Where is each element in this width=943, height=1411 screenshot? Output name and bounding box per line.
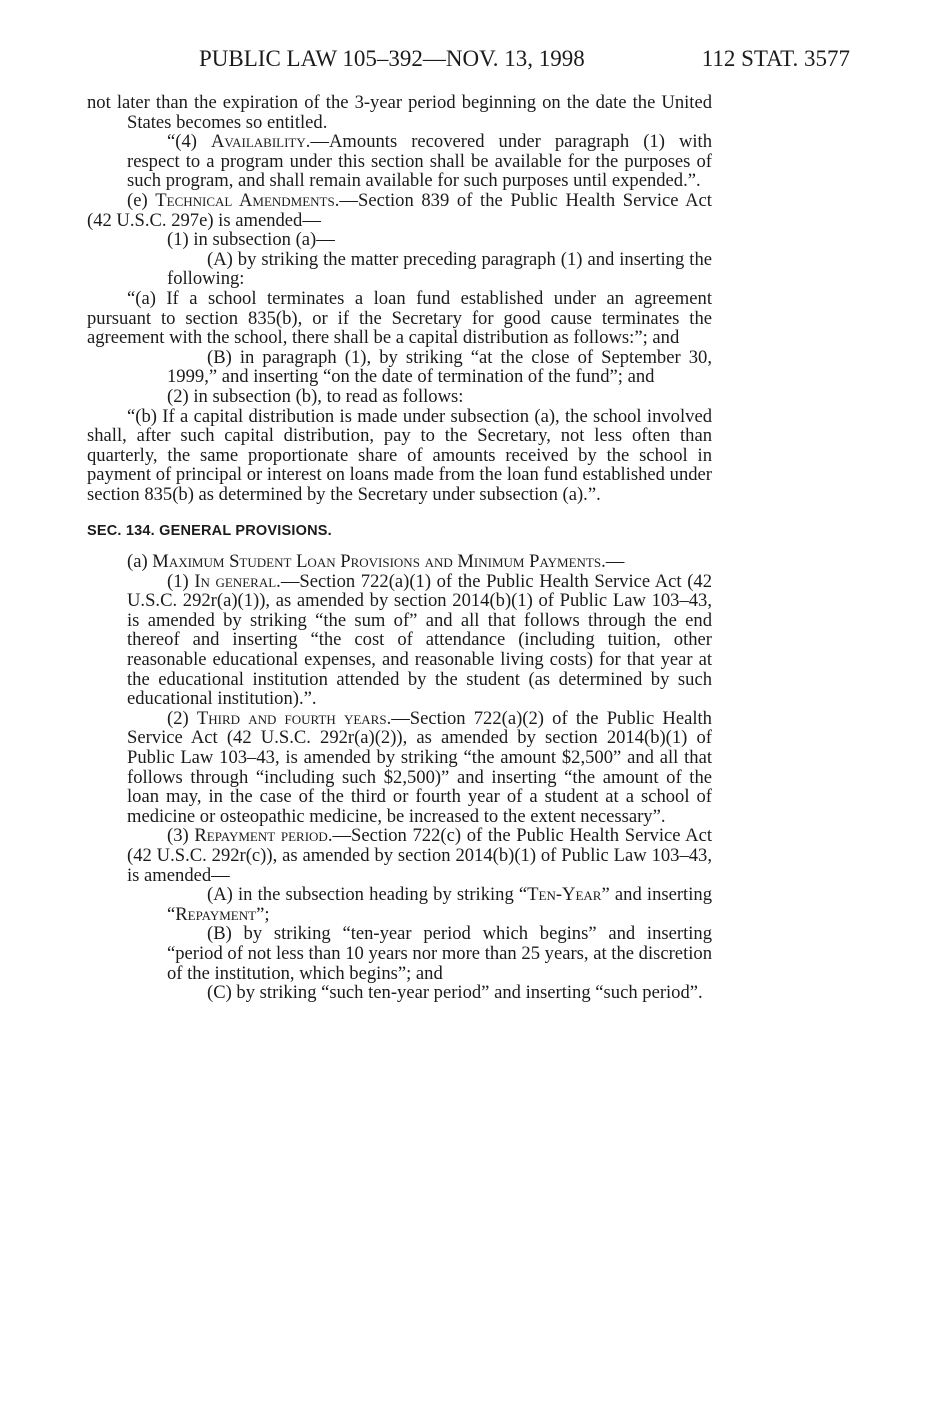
text-run: .—Section 722(a)(2) of the Public Health Service Act (42 U.S.C. 292r(a)(2)), as amended by section 2014(b)(1) of Public Law 103–43, is amended by striking “the amount $2,500” and all that follows through “including such $2,500)” and inserting “the amount of the loan may, in the case of the third or fourth year of a student at a school of medicine or osteopathic medicine, be increased to the extent necessary”. xyxy=(127,707,712,827)
text-run: .—Section 722(a)(1) of the Public Health Service Act (42 U.S.C. 292r(a)(1)), as amended by section 2014(b)(1) of Public Law 103–43, is amended by striking “the sum of” and all that follows through the end thereof and inserting “the cost of attendance (including tuition, other reasonable educational expenses, and reasonable living costs) for that year at the educational institution attended by the student (as determined by such educational institution).”. xyxy=(127,570,712,710)
paragraph: (2) in subsection (b), to read as follows: xyxy=(167,385,464,407)
text-run: “(4) xyxy=(167,131,211,153)
text-run: .—Section 722(c) of the Public Health Service Act (42 U.S.C. 292r(c)), as amended by section 2014(b)(1) of Public Law 103–43, is amended— xyxy=(127,825,712,886)
small-caps-heading: Repayment xyxy=(175,903,257,925)
header-title: PUBLIC LAW 105–392—NOV. 13, 1998 xyxy=(199,46,585,71)
small-caps-heading: Technical Amendments xyxy=(155,189,335,211)
document-body xyxy=(87,93,712,1003)
section-133-continuation xyxy=(87,93,712,504)
paragraph: “(a) If a school terminates a loan fund established under an agreement pursuant to section 835(b), or if the Secretary for good cause terminates the agreement with the school, there shall be a capital distribution as follows:”; and xyxy=(87,287,712,349)
small-caps-heading: Ten-Year xyxy=(527,884,602,906)
section-heading: SEC. 134. GENERAL PROVISIONS. xyxy=(87,523,332,540)
text-run: .—Section 839 of the Public Health Service Act (42 U.S.C. 297e) is amended— xyxy=(87,189,712,231)
paragraph: (1) in subsection (a)— xyxy=(167,229,335,251)
small-caps-heading: Availability xyxy=(210,131,306,153)
paragraph: (B) in paragraph (1), by striking “at the close of September 30, 1999,” and inserting “on the date of termination of the fund”; and xyxy=(167,346,712,388)
text-run: ”; xyxy=(256,903,270,925)
running-header xyxy=(0,46,943,76)
text-run: (3) xyxy=(167,825,195,847)
text-run: .— xyxy=(601,551,625,573)
paragraph xyxy=(87,885,712,924)
paragraph xyxy=(87,709,712,827)
paragraph: not later than the expiration of the 3-year period beginning on the date the United States becomes so entitled. xyxy=(87,92,712,133)
paragraph: (A) by striking the matter preceding paragraph (1) and inserting the following: xyxy=(167,248,712,290)
paragraph xyxy=(87,132,712,191)
text-run: (e) xyxy=(127,189,156,211)
paragraph: (C) by striking “such ten-year period” and inserting “such period”. xyxy=(207,982,703,1004)
small-caps-heading: Third and fourth years xyxy=(196,707,387,729)
text-run: ” and inserting “ xyxy=(167,884,712,925)
small-caps-heading: Maximum Student Loan Provisions and Minimum Payments xyxy=(152,551,602,573)
small-caps-heading: Repayment period xyxy=(194,825,328,847)
paragraph xyxy=(87,552,712,572)
text-run: (A) in the subsection heading by striking “ xyxy=(207,884,528,906)
small-caps-heading: In general xyxy=(194,570,277,592)
paragraph xyxy=(87,191,712,230)
text-run: (a) xyxy=(127,551,153,573)
text-run: .—Amounts recovered under paragraph (1) with respect to a program under this section shall be available for the purposes of such program, and shall remain available for such purposes until expended.”. xyxy=(127,131,712,192)
section-134-text xyxy=(87,552,712,1003)
header-page-citation: 112 STAT. 3577 xyxy=(701,46,850,71)
paragraph xyxy=(87,572,712,709)
paragraph: “(b) If a capital distribution is made under subsection (a), the school involved shall, after such capital distribution, pay to the Secretary, not less often than quarterly, the same proportionate share of amounts received by the school in payment of principal or interest on loans made from the loan fund established under section 835(b) as determined by the Secretary under subsection (a).”. xyxy=(87,405,712,505)
paragraph xyxy=(87,826,712,885)
text-run: (1) xyxy=(167,570,195,592)
text-run: (2) xyxy=(167,707,197,729)
paragraph: (B) by striking “ten-year period which begins” and inserting “period of not less than 10 years nor more than 25 years, at the discretion of the institution, which begins”; and xyxy=(167,923,712,984)
